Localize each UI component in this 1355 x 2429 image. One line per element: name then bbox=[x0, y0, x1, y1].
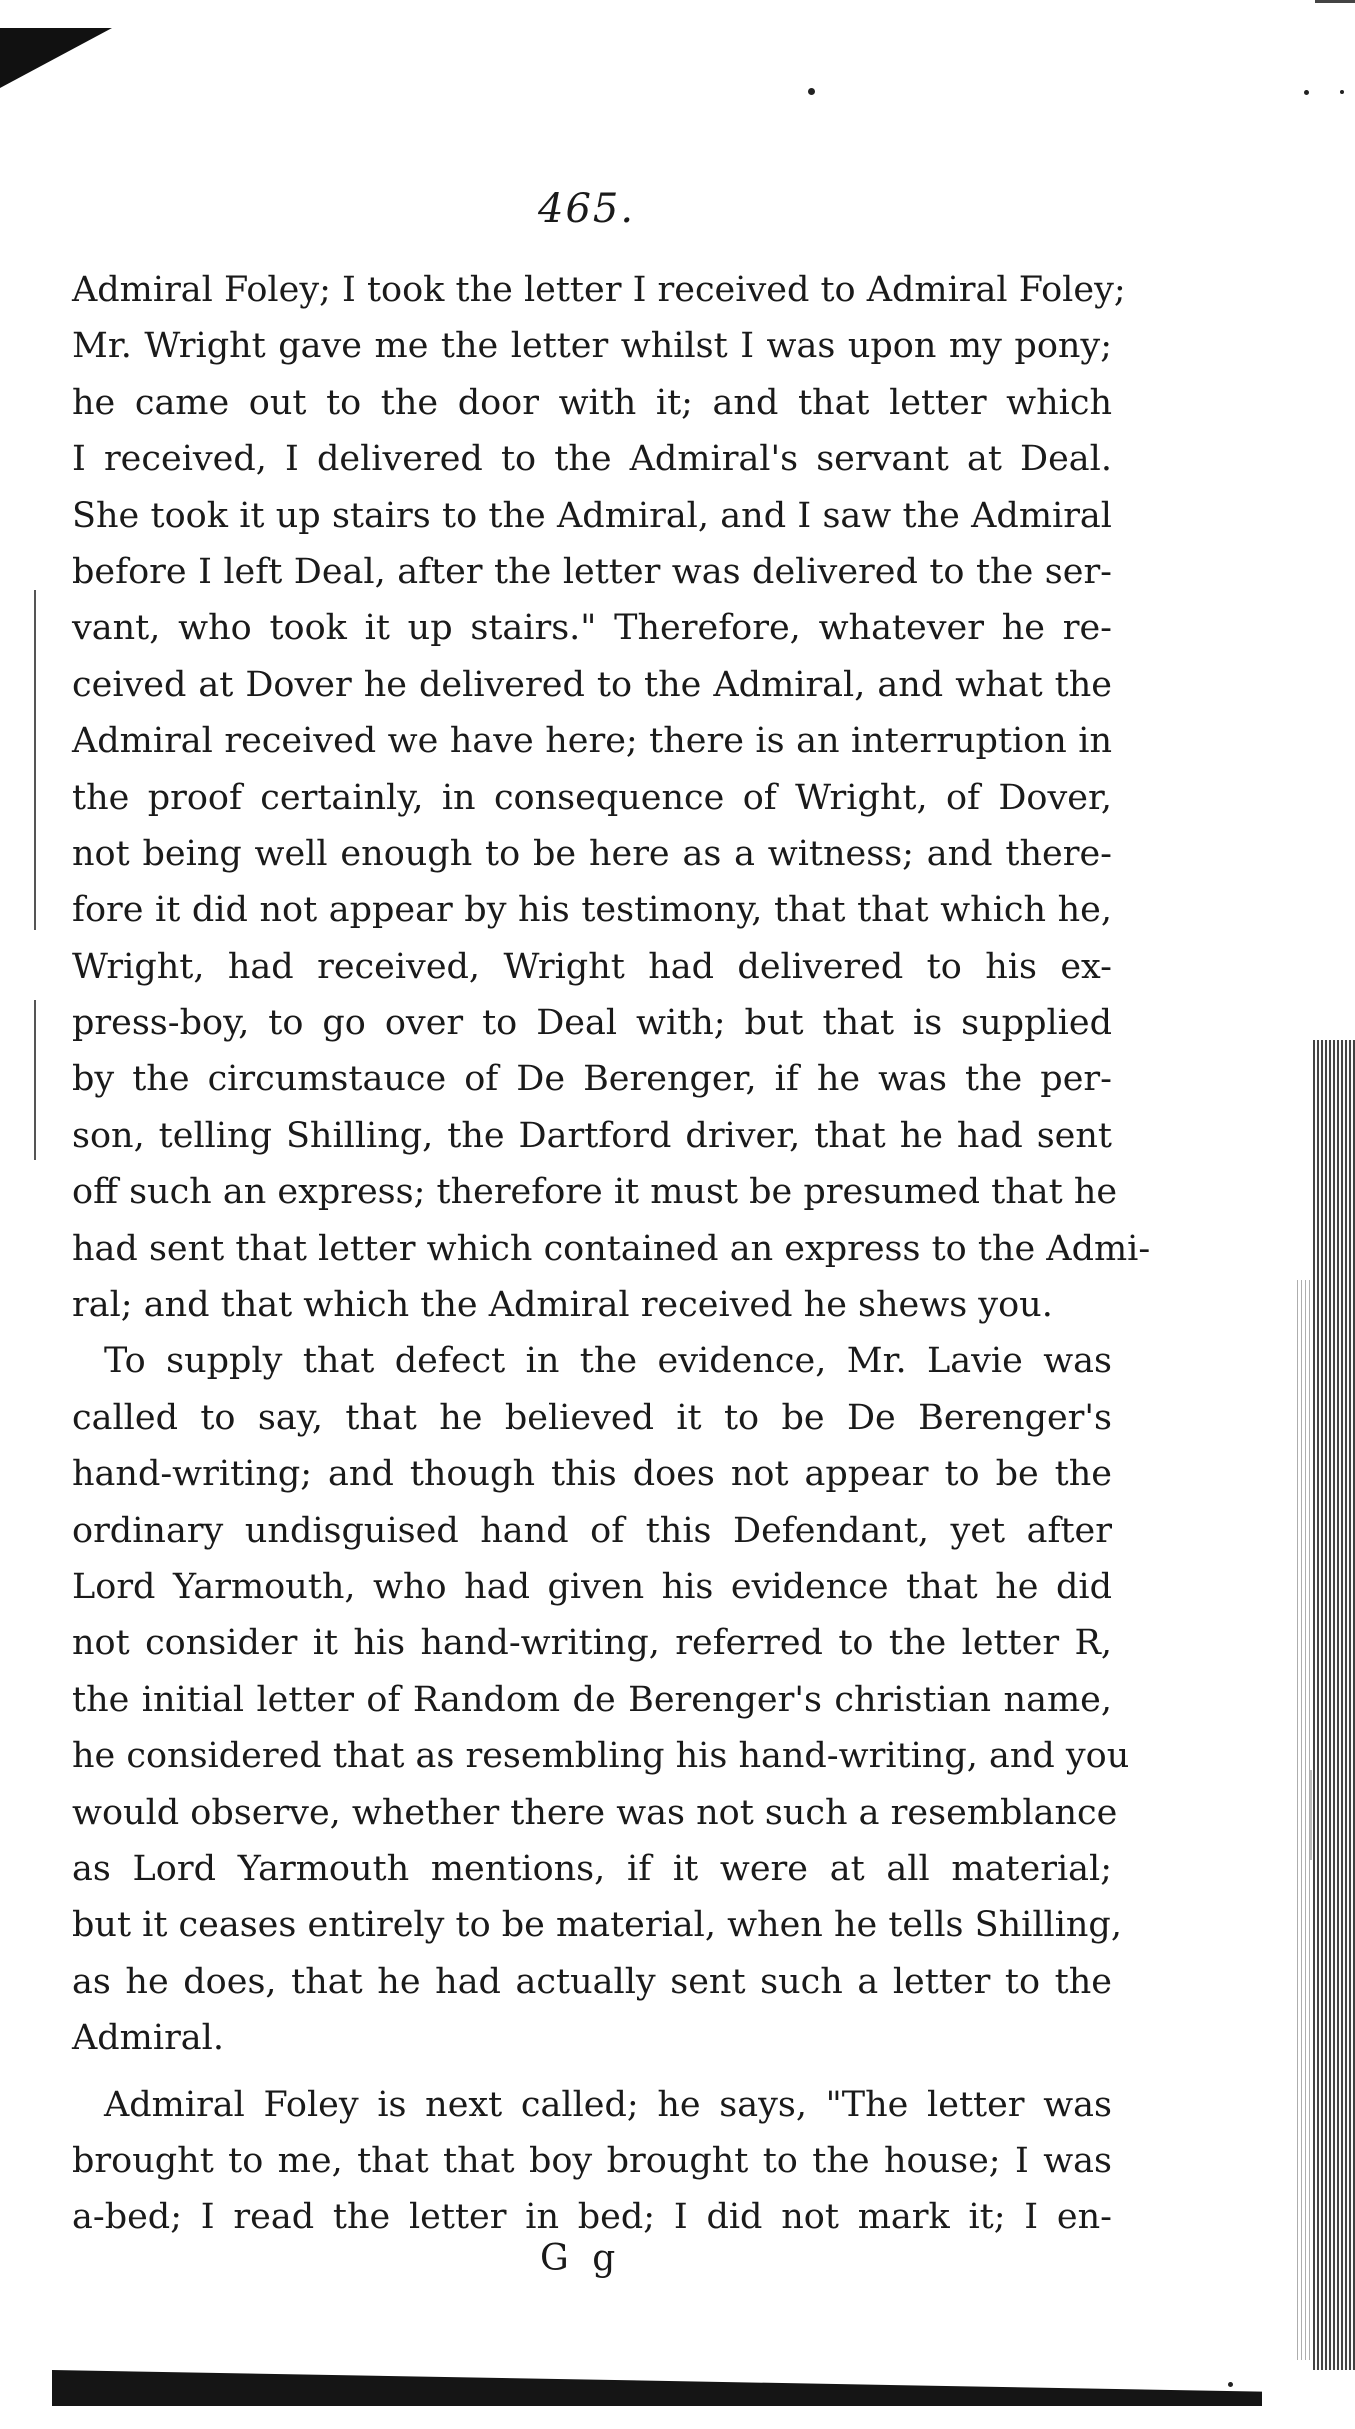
text-line: he considered that as resembling his hand-writing, and you bbox=[72, 1736, 1130, 1777]
ink-speck bbox=[808, 88, 815, 95]
body-text bbox=[72, 262, 1151, 2246]
text-line: Admiral Foley is next called; he says, "The letter was bbox=[104, 2084, 1112, 2125]
text-line: Admiral received we have here; there is an interruption in bbox=[72, 721, 1112, 762]
text-line: Mr. Wright gave me the letter whilst I was upon my pony; bbox=[72, 326, 1112, 367]
text-line: She took it up stairs to the Admiral, and I saw the Admiral bbox=[72, 495, 1112, 536]
text-line: Admiral. bbox=[72, 2018, 224, 2059]
signature-mark: G g bbox=[540, 2238, 622, 2279]
text-line: son, telling Shilling, the Dartford driver, that he had sent bbox=[72, 1115, 1112, 1156]
paragraph bbox=[72, 1333, 1130, 2066]
text-line: would observe, whether there was not such a resemblance bbox=[72, 1792, 1118, 1833]
ink-speck bbox=[1304, 90, 1309, 95]
text-line: ordinary undisguised hand of this Defendant, yet after bbox=[72, 1510, 1112, 1551]
text-line: by the circumstauce of De Berenger, if he was the per- bbox=[72, 1059, 1112, 1100]
text-line: he came out to the door with it; and that letter which bbox=[72, 382, 1112, 423]
text-line: Wright, had received, Wright had delivered to his ex- bbox=[72, 946, 1112, 987]
text-line: but it ceases entirely to be material, when he tells Shilling, bbox=[72, 1905, 1122, 1946]
ink-speck bbox=[1228, 2382, 1233, 2387]
text-line: Admiral Foley; I took the letter I received to Admiral Foley; bbox=[72, 270, 1126, 310]
text-line: the proof certainly, in consequence of Wright, of Dover, bbox=[72, 777, 1112, 818]
text-line: hand-writing; and though this does not appear to be the bbox=[72, 1454, 1112, 1495]
text-line: vant, who took it up stairs." Therefore, whatever he re- bbox=[72, 608, 1112, 649]
margin-rule bbox=[34, 590, 36, 930]
text-line: I received, I delivered to the Admiral's servant at Deal. bbox=[72, 439, 1112, 480]
text-line: the initial letter of Random de Berenger's christian name, bbox=[72, 1679, 1112, 1720]
page-edge-shading bbox=[1313, 1040, 1355, 2370]
top-edge-rule bbox=[1315, 0, 1355, 3]
text-line: before I left Deal, after the letter was delivered to the ser- bbox=[72, 551, 1112, 592]
ink-speck bbox=[1340, 90, 1344, 94]
text-line: fore it did not appear by his testimony, that that which he, bbox=[72, 890, 1112, 931]
text-line: brought to me, that that boy brought to the house; I was bbox=[72, 2140, 1112, 2181]
page-edge-shading-inner bbox=[1297, 1280, 1313, 2360]
text-line: Lord Yarmouth, who had given his evidence that he did bbox=[72, 1566, 1112, 1607]
text-line: as Lord Yarmouth mentions, if it were at all material; bbox=[72, 1848, 1112, 1889]
text-line: press-boy, to go over to Deal with; but that is supplied bbox=[72, 1003, 1112, 1044]
text-line: ral; and that which the Admiral received he shews you. bbox=[72, 1285, 1053, 1326]
paragraph bbox=[72, 262, 1151, 1333]
corner-binding-mark bbox=[0, 28, 112, 88]
text-line: called to say, that he believed it to be De Berenger's bbox=[72, 1397, 1112, 1438]
text-line: as he does, that he had actually sent such a letter to the bbox=[72, 1961, 1112, 2002]
text-line: a-bed; I read the letter in bed; I did not mark it; I en- bbox=[72, 2197, 1112, 2238]
text-line: had sent that letter which contained an express to the Admi- bbox=[72, 1228, 1151, 1269]
text-line: not being well enough to be here as a witness; and there- bbox=[72, 833, 1112, 874]
text-line: off such an express; therefore it must be presumed that he bbox=[72, 1172, 1118, 1213]
text-line: not consider it his hand-writing, referred to the letter R, bbox=[72, 1623, 1112, 1664]
text-line: To supply that defect in the evidence, Mr. Lavie was bbox=[104, 1341, 1112, 1382]
text-line: ceived at Dover he delivered to the Admiral, and what the bbox=[72, 664, 1112, 705]
paragraph bbox=[72, 2077, 1112, 2246]
page-number: 465. bbox=[538, 186, 636, 232]
margin-rule bbox=[34, 1000, 36, 1160]
bottom-binding-rule bbox=[52, 2370, 1262, 2406]
